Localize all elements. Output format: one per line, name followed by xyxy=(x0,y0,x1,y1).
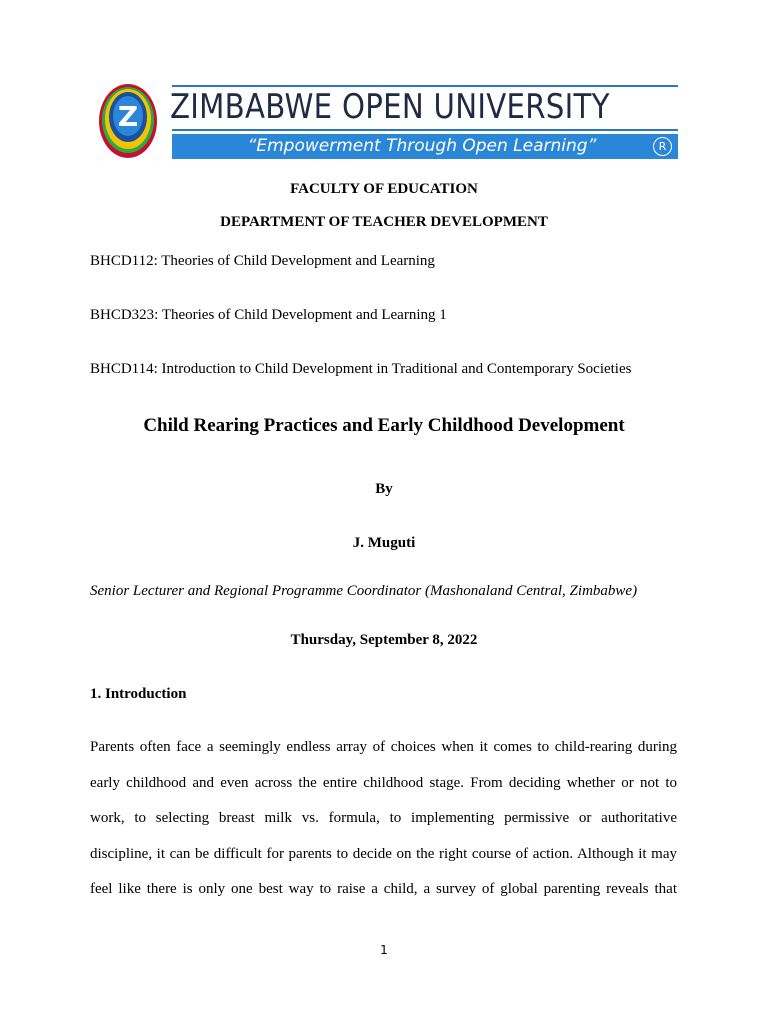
emblem-letter: Z xyxy=(117,100,139,133)
university-emblem xyxy=(98,83,160,159)
page-number: 1 xyxy=(380,943,388,957)
author-name: J. Muguti xyxy=(352,535,416,551)
registered-mark-icon: R xyxy=(653,137,672,156)
paragraph-line: early childhood and even across the entire childhood stage. From deciding whether or not to xyxy=(90,774,677,791)
paragraph-line: feel like there is only one best way to raise a child, a survey of global parenting reveals that xyxy=(90,881,677,898)
course-line: BHCD323: Theories of Child Development and Learning 1 xyxy=(90,307,447,323)
tagline-bar xyxy=(172,134,678,159)
by-label: By xyxy=(375,481,393,497)
author-role: Senior Lecturer and Regional Programme Coordinator (Mashonaland Central, Zimbabwe) xyxy=(90,583,638,599)
paragraph-line: discipline, it can be difficult for parents to decide on the right course of action. Although it may xyxy=(90,845,677,862)
faculty-heading: FACULTY OF EDUCATION xyxy=(290,181,478,197)
course-line: BHCD112: Theories of Child Development and Learning xyxy=(90,253,435,269)
logo-middle-rule xyxy=(172,129,678,131)
introduction-paragraph xyxy=(90,738,677,916)
course-line: BHCD114: Introduction to Child Development in Traditional and Contemporary Societies xyxy=(90,361,632,377)
paragraph-line: work, to selecting breast milk vs. formula, to implementing permissive or authoritative xyxy=(90,810,677,827)
department-heading: DEPARTMENT OF TEACHER DEVELOPMENT xyxy=(220,214,548,230)
university-tagline: “Empowerment Through Open Learning” xyxy=(247,136,597,156)
university-logo xyxy=(98,83,680,161)
document-date: Thursday, September 8, 2022 xyxy=(290,632,478,648)
university-name: ZIMBABWE OPEN UNIVERSITY xyxy=(170,87,610,127)
document-title: Child Rearing Practices and Early Childhood Development xyxy=(143,415,625,436)
paragraph-line: Parents often face a seemingly endless array of choices when it comes to child-rearing during xyxy=(90,739,677,755)
section-heading: 1. Introduction xyxy=(90,686,187,702)
